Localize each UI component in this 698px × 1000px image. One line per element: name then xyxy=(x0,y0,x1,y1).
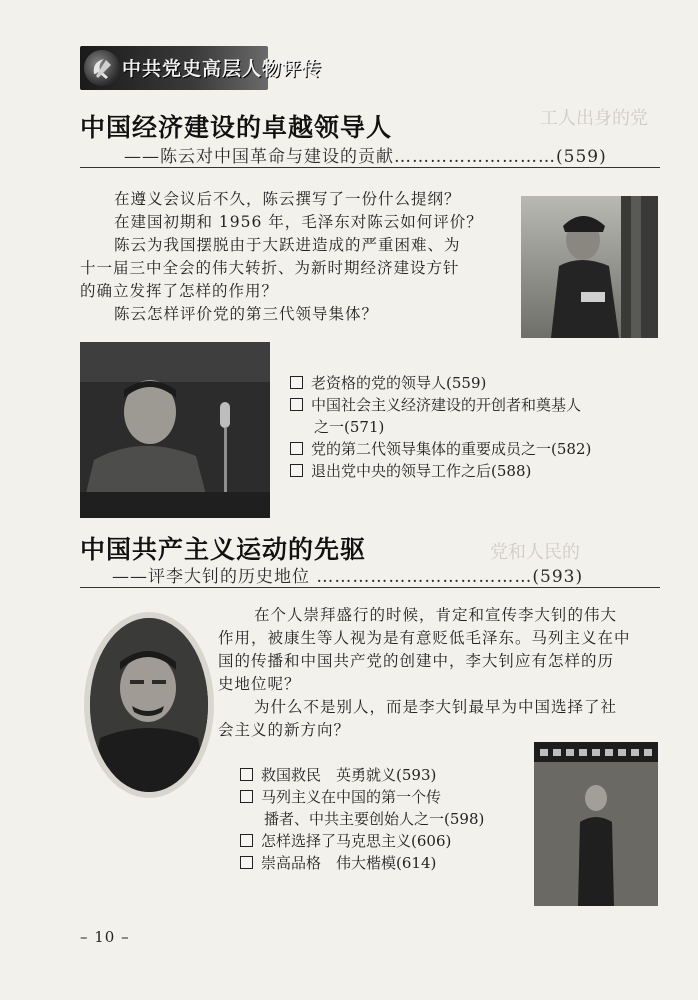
list-item-continuation: 播者、中共主要创始人之一(598) xyxy=(264,810,485,828)
list-item: 马列主义在中国的第一个传 xyxy=(240,786,530,808)
list-item-continuation: 之一(571) xyxy=(314,418,385,436)
checkbox-icon xyxy=(240,768,253,781)
divider xyxy=(80,587,660,588)
li-dazhao-standing-photo xyxy=(534,742,658,906)
checkbox-icon xyxy=(290,442,303,455)
banner-title: 中共党史高层人物评传 xyxy=(122,58,323,80)
bleed-through-text: 工人出身的党 xyxy=(540,108,648,129)
checkbox-icon xyxy=(290,376,303,389)
page-number: – 10 – xyxy=(80,928,130,946)
list-item: 党的第二代领导集体的重要成员之一(582) xyxy=(290,438,660,460)
paragraph: 在遵义会议后不久，陈云撰写了一份什么提纲？ xyxy=(114,190,461,208)
bleed-through-text: 党和人民的 xyxy=(490,542,580,563)
list-item: 怎样选择了马克思主义(606) xyxy=(240,830,530,852)
paragraph: 十一届三中全会的伟大转折、为新时期经济建设方针 xyxy=(80,259,460,277)
section1-contents xyxy=(290,372,660,482)
paragraph: 会主义的新方向？ xyxy=(218,721,351,739)
divider xyxy=(80,167,660,168)
section2-subtitle: ——评李大钊的历史地位 ………………………………(593) xyxy=(112,567,584,587)
paragraph: 陈云怎样评价党的第三代领导集体？ xyxy=(114,305,379,323)
paragraph: 陈云为我国摆脱由于大跃进造成的严重困难、为 xyxy=(114,236,461,254)
list-item: 中国社会主义经济建设的开创者和奠基人 xyxy=(290,394,660,416)
checkbox-icon xyxy=(240,790,253,803)
list-item: 崇高品格 伟大楷模(614) xyxy=(240,852,530,874)
checkbox-icon xyxy=(240,834,253,847)
chen-yun-speech-photo xyxy=(80,342,270,518)
section1-title: 中国经济建设的卓越领导人 xyxy=(80,113,393,142)
paragraph: 史地位呢？ xyxy=(218,675,301,693)
paragraph: 在建国初期和 1956 年，毛泽东对陈云如何评价？ xyxy=(114,213,483,231)
paragraph: 在个人崇拜盛行的时候，肯定和宣传李大钊的伟大 xyxy=(254,606,618,624)
chen-yun-portrait-photo xyxy=(521,196,658,338)
party-emblem-icon xyxy=(84,50,120,86)
section2-title: 中国共产主义运动的先驱 xyxy=(80,535,367,564)
paragraph: 作用，被康生等人视为是有意贬低毛泽东。马列主义在中 xyxy=(218,629,631,647)
paragraph: 的确立发挥了怎样的作用？ xyxy=(80,282,279,300)
section1-subtitle: ——陈云对中国革命与建设的贡献………………………(559) xyxy=(124,147,607,167)
list-item: 老资格的党的领导人(559) xyxy=(290,372,660,394)
list-item: 救国救民 英勇就义(593) xyxy=(240,764,530,786)
checkbox-icon xyxy=(290,464,303,477)
section2-contents xyxy=(240,764,530,874)
section1-body xyxy=(80,188,510,326)
paragraph: 国的传播和中国共产党的创建中，李大钊应有怎样的历 xyxy=(218,652,615,670)
checkbox-icon xyxy=(240,856,253,869)
checkbox-icon xyxy=(290,398,303,411)
paragraph: 为什么不是别人，而是李大钊最早为中国选择了社 xyxy=(254,698,618,716)
list-item: 退出党中央的领导工作之后(588) xyxy=(290,460,660,482)
section2-body xyxy=(218,604,664,742)
li-dazhao-portrait-photo xyxy=(90,618,208,792)
